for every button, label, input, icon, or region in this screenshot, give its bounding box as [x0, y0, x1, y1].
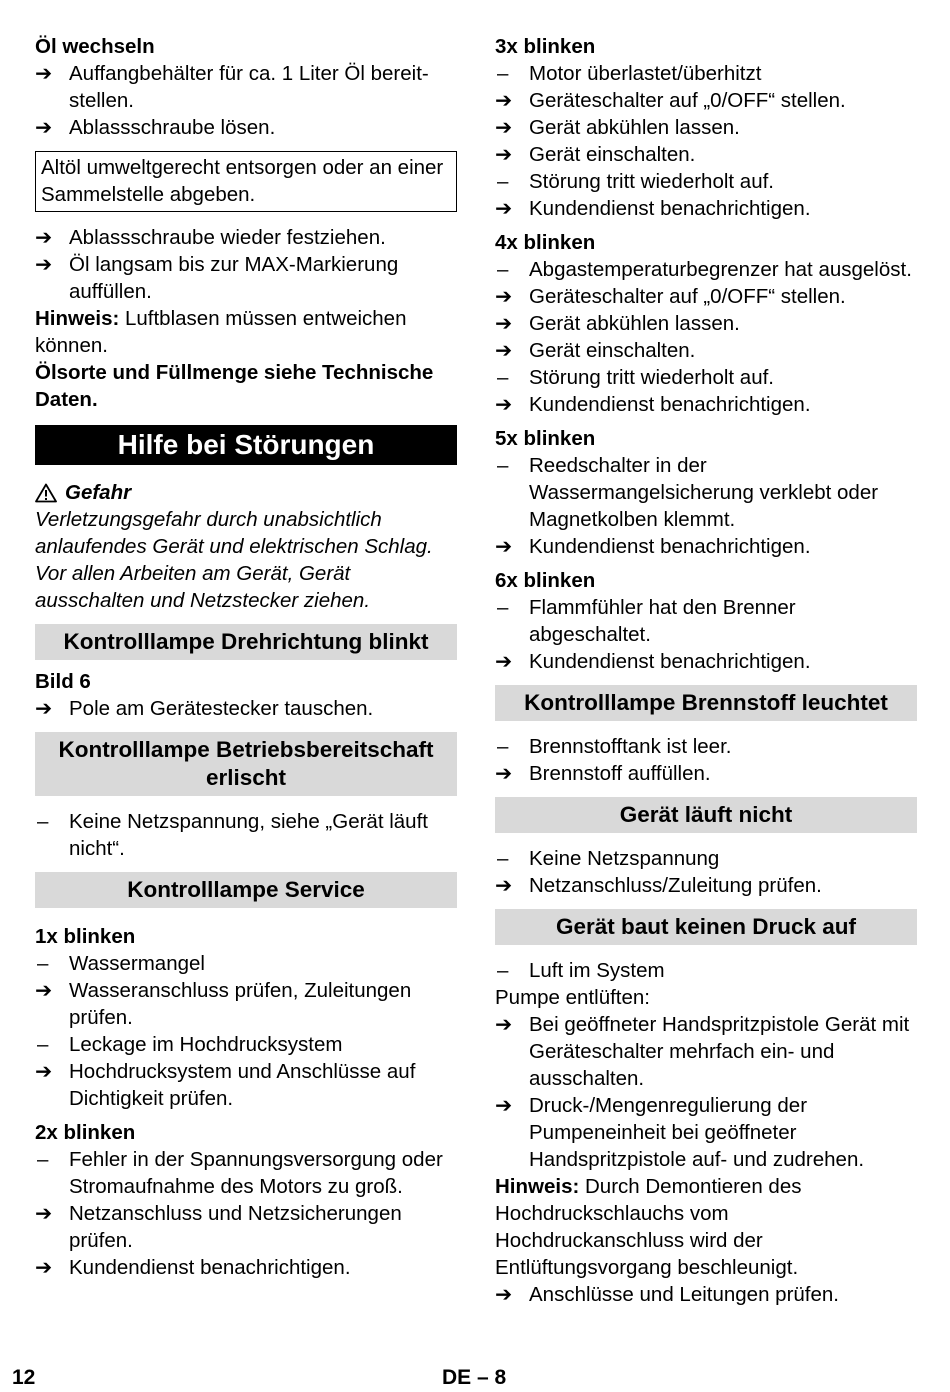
dash-bullet: –	[497, 366, 509, 389]
list-item: – Wassermangel	[37, 952, 205, 975]
arrow-icon: ➔	[495, 197, 513, 220]
list-item: – Leckage im Hochdrucksystem	[37, 1033, 343, 1056]
section-heading-fuel: Kontrolllampe Brennstoff leuchtet	[495, 685, 917, 721]
arrow-icon: ➔	[495, 535, 513, 558]
dash-bullet: –	[497, 847, 509, 870]
list-item: ➔ Gerät einschalten.	[495, 143, 696, 166]
list-item: – Fehler in der Spannungsversorgung oder Stromaufnahme des Motors zu groß.	[37, 1148, 443, 1198]
disposal-notice-box: Altöl umweltgerecht entsorgen oder an einer Sammelstelle abgeben.	[35, 151, 457, 212]
list-item: ➔ Gerät abkühlen lassen.	[495, 312, 740, 335]
dash-bullet: –	[497, 62, 509, 85]
arrow-icon: ➔	[35, 62, 53, 85]
list-item: ➔ Gerät abkühlen lassen.	[495, 116, 740, 139]
list-item: ➔ Auffangbehälter für ca. 1 Liter Öl bereit-stellen.	[35, 62, 429, 112]
arrow-icon: ➔	[35, 1060, 53, 1083]
list-item: – Keine Netzspannung	[497, 847, 720, 870]
arrow-icon: ➔	[495, 285, 513, 308]
arrow-icon: ➔	[35, 979, 53, 1002]
section-heading-ready: Kontrolllampe Betriebsbereitschaft erlischt	[35, 732, 457, 796]
blink-heading: 5x blinken	[495, 427, 596, 450]
arrow-icon: ➔	[35, 116, 53, 139]
arrow-icon: ➔	[495, 116, 513, 139]
list-item: ➔ Kundendienst benachrichtigen.	[495, 197, 811, 220]
warning-icon	[35, 483, 57, 503]
list-item: ➔ Kundendienst benachrichtigen.	[35, 1256, 351, 1279]
arrow-icon: ➔	[495, 312, 513, 335]
list-item: ➔ Geräteschalter auf „0/OFF“ stellen.	[495, 89, 846, 112]
dash-bullet: –	[37, 952, 49, 975]
dash-bullet: –	[37, 810, 49, 833]
list-item: – Keine Netzspannung, siehe „Gerät läuft nicht“.	[37, 810, 428, 860]
list-item: – Abgastemperaturbegrenzer hat ausgelöst.	[497, 258, 912, 281]
blink-heading: 6x blinken	[495, 569, 596, 592]
note-paragraph: Hinweis: Durch Demontieren des Hochdruckschlauchs vom Hochdruckanschluss wird der Entlüftungsvorgang beschleunigt.	[495, 1175, 802, 1279]
list-item: – Luft im System	[497, 959, 665, 982]
dash-bullet: –	[497, 454, 509, 477]
note-paragraph: Hinweis: Luftblasen müssen entweichen können.	[35, 307, 407, 357]
left-column	[35, 30, 457, 1281]
blink-heading: 4x blinken	[495, 231, 596, 254]
arrow-icon: ➔	[35, 697, 53, 720]
arrow-icon: ➔	[495, 89, 513, 112]
list-item: ➔ Anschlüsse und Leitungen prüfen.	[495, 1283, 840, 1306]
dash-bullet: –	[37, 1148, 49, 1171]
list-item: – Störung tritt wiederholt auf.	[497, 366, 774, 389]
list-item: – Flammfühler hat den Brenner abgeschaltet.	[497, 596, 796, 646]
list-item: ➔ Ablassschraube wieder festziehen.	[35, 226, 386, 249]
dash-bullet: –	[497, 735, 509, 758]
arrow-icon: ➔	[495, 339, 513, 362]
list-item: ➔ Geräteschalter auf „0/OFF“ stellen.	[495, 285, 846, 308]
arrow-icon: ➔	[35, 253, 53, 276]
arrow-icon: ➔	[495, 874, 513, 897]
page-title: Hilfe bei Störungen	[35, 425, 457, 465]
dash-bullet: –	[497, 170, 509, 193]
arrow-icon: ➔	[35, 1202, 53, 1225]
list-item: ➔ Druck-/Mengenregulierung der Pumpeneinheit bei geöffneter Handspritzpistole auf- und zudrehen.	[495, 1094, 865, 1171]
arrow-icon: ➔	[495, 1013, 513, 1036]
figure-ref: Bild 6	[35, 670, 91, 693]
list-item: ➔ Hochdrucksystem und Anschlüsse auf Dichtigkeit prüfen.	[35, 1060, 416, 1110]
oil-type-note: Ölsorte und Füllmenge siehe Technische Daten.	[35, 361, 434, 411]
arrow-icon: ➔	[495, 762, 513, 785]
list-item: ➔ Brennstoff auffüllen.	[495, 762, 711, 785]
danger-heading: Gefahr	[35, 479, 457, 506]
list-item: ➔ Gerät einschalten.	[495, 339, 696, 362]
list-item: ➔ Ablassschraube lösen.	[35, 116, 276, 139]
list-item: ➔ Kundendienst benachrichtigen.	[495, 650, 811, 673]
list-item: ➔ Kundendienst benachrichtigen.	[495, 535, 811, 558]
list-item: ➔ Netzanschluss/Zuleitung prüfen.	[495, 874, 822, 897]
arrow-icon: ➔	[35, 1256, 53, 1279]
dash-bullet: –	[37, 1033, 49, 1056]
list-item: – Motor überlastet/überhitzt	[497, 62, 762, 85]
section-heading-not-running: Gerät läuft nicht	[495, 797, 917, 833]
list-item: – Brennstofftank ist leer.	[497, 735, 732, 758]
oil-change-heading: Öl wechseln	[35, 35, 155, 58]
arrow-icon: ➔	[495, 650, 513, 673]
section-heading-rotation: Kontrolllampe Drehrichtung blinkt	[35, 624, 457, 660]
section-heading-no-pressure: Gerät baut keinen Druck auf	[495, 909, 917, 945]
danger-text: Verletzungsgefahr durch unabsichtlich anlaufendes Gerät und elektrischen Schlag. Vor allen Arbeiten am Gerät, Gerät ausschalten und Netzstecker ziehen.	[35, 508, 433, 612]
page-language-ref: DE – 8	[442, 1366, 507, 1389]
blink-heading: 1x blinken	[35, 925, 136, 948]
dash-bullet: –	[497, 596, 509, 619]
page-number: 12	[12, 1366, 36, 1389]
list-item: ➔ Öl langsam bis zur MAX-Markierung auffüllen.	[35, 253, 399, 303]
blink-heading: 2x blinken	[35, 1121, 136, 1144]
list-item: ➔ Kundendienst benachrichtigen.	[495, 393, 811, 416]
arrow-icon: ➔	[495, 1094, 513, 1117]
list-item: ➔ Netzanschluss und Netzsicherungen prüfen.	[35, 1202, 402, 1252]
arrow-icon: ➔	[495, 393, 513, 416]
section-heading-service: Kontrolllampe Service	[35, 872, 457, 908]
bleed-label: Pumpe entlüften:	[495, 986, 650, 1009]
list-item: – Störung tritt wiederholt auf.	[497, 170, 774, 193]
arrow-icon: ➔	[35, 226, 53, 249]
right-column	[495, 30, 917, 1308]
blink-heading: 3x blinken	[495, 35, 596, 58]
dash-bullet: –	[497, 959, 509, 982]
list-item: ➔ Bei geöffneter Handspritzpistole Gerät mit Geräteschalter mehrfach ein- und ausschalten.	[495, 1013, 910, 1090]
list-item: ➔ Pole am Gerätestecker tauschen.	[35, 697, 374, 720]
dash-bullet: –	[497, 258, 509, 281]
list-item: ➔ Wasseranschluss prüfen, Zuleitungen prüfen.	[35, 979, 412, 1029]
arrow-icon: ➔	[495, 1283, 513, 1306]
arrow-icon: ➔	[495, 143, 513, 166]
list-item: – Reedschalter in der Wassermangelsicherung verklebt oder Magnetkolben klemmt.	[497, 454, 879, 531]
